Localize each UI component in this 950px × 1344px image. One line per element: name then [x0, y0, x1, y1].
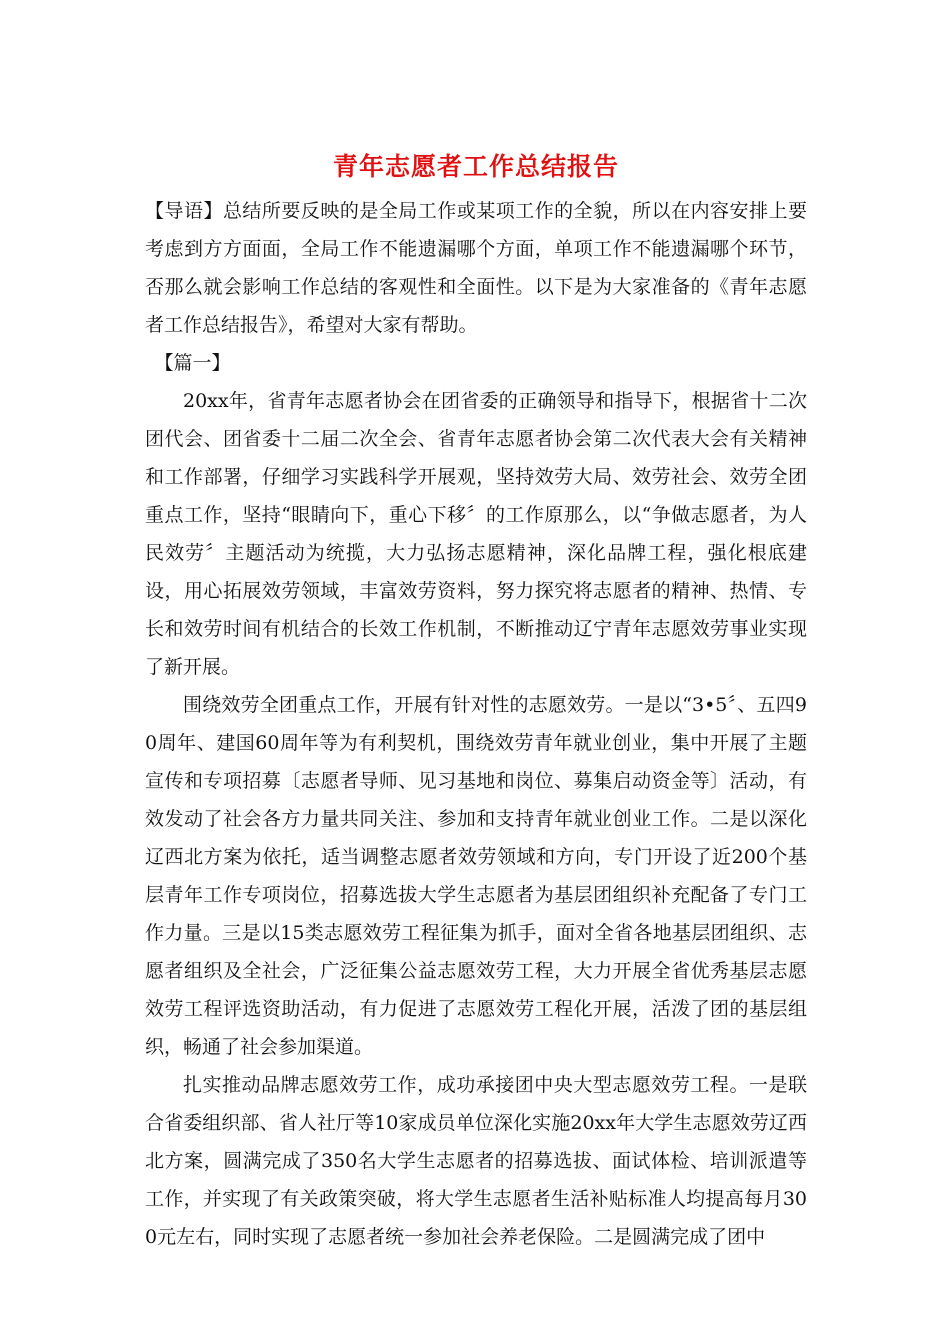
- lead-paragraph: 【导语】总结所要反映的是全局工作或某项工作的全貌，所以在内容安排上要考虑到方方面面，全局工作不能遗漏哪个方面，单项工作不能遗漏哪个环节，否那么就会影响工作总结的客观性和全面性。以下是为大家准备的《青年志愿者工作总结报告》，希望对大家有帮助。: [145, 200, 807, 336]
- document-body: [145, 150, 807, 1256]
- section-label: 【篇一】: [154, 352, 231, 374]
- document-title: 青年志愿者工作总结报告: [332, 152, 619, 181]
- body-paragraph-3: 扎实推动品牌志愿效劳工作，成功承接团中央大型志愿效劳工程。一是联合省委组织部、省人社厅等10家成员单位深化实施20xx年大学生志愿效劳辽西北方案，圆满完成了350名大学生志愿者的招募选拔、面试体检、培训派遣等工作，并实现了有关政策突破，将大学生志愿者生活补贴标准人均提高每月300元左右，同时实现了志愿者统一参加社会养老保险。二是圆满完成了团中: [145, 1074, 807, 1248]
- body-paragraph-1: 20xx年，省青年志愿者协会在团省委的正确领导和指导下，根据省十二次团代会、团省委十二届二次全会、省青年志愿者协会第二次代表大会有关精神和工作部署，仔细学习实践科学开展观，坚持效劳大局、效劳社会、效劳全团重点工作，坚持“眼睛向下，重心下移〞的工作原那么，以“争做志愿者，为人民效劳〞主题活动为统揽，大力弘扬志愿精神，深化品牌工程，强化根底建设，用心拓展效劳领域，丰富效劳资料，努力探究将志愿者的精神、热情、专长和效劳时间有机结合的长效工作机制，不断推动辽宁青年志愿效劳事业实现了新开展。: [145, 390, 807, 678]
- body-paragraph-2: 围绕效劳全团重点工作，开展有针对性的志愿效劳。一是以“3•5〞、五四90周年、建国60周年等为有利契机，围绕效劳青年就业创业，集中开展了主题宣传和专项招募〔志愿者导师、见习基地和岗位、募集启动资金等〕活动，有效发动了社会各方力量共同关注、参加和支持青年就业创业工作。二是以深化辽西北方案为依托，适当调整志愿者效劳领域和方向，专门开设了近200个基层青年工作专项岗位，招募选拔大学生志愿者为基层团组织补充配备了专门工作力量。三是以15类志愿效劳工程征集为抓手，面对全省各地基层团组织、志愿者组织及全社会，广泛征集公益志愿效劳工程，大力开展全省优秀基层志愿效劳工程评选资助活动，有力促进了志愿效劳工程化开展，活泼了团的基层组织，畅通了社会参加渠道。: [145, 694, 807, 1058]
